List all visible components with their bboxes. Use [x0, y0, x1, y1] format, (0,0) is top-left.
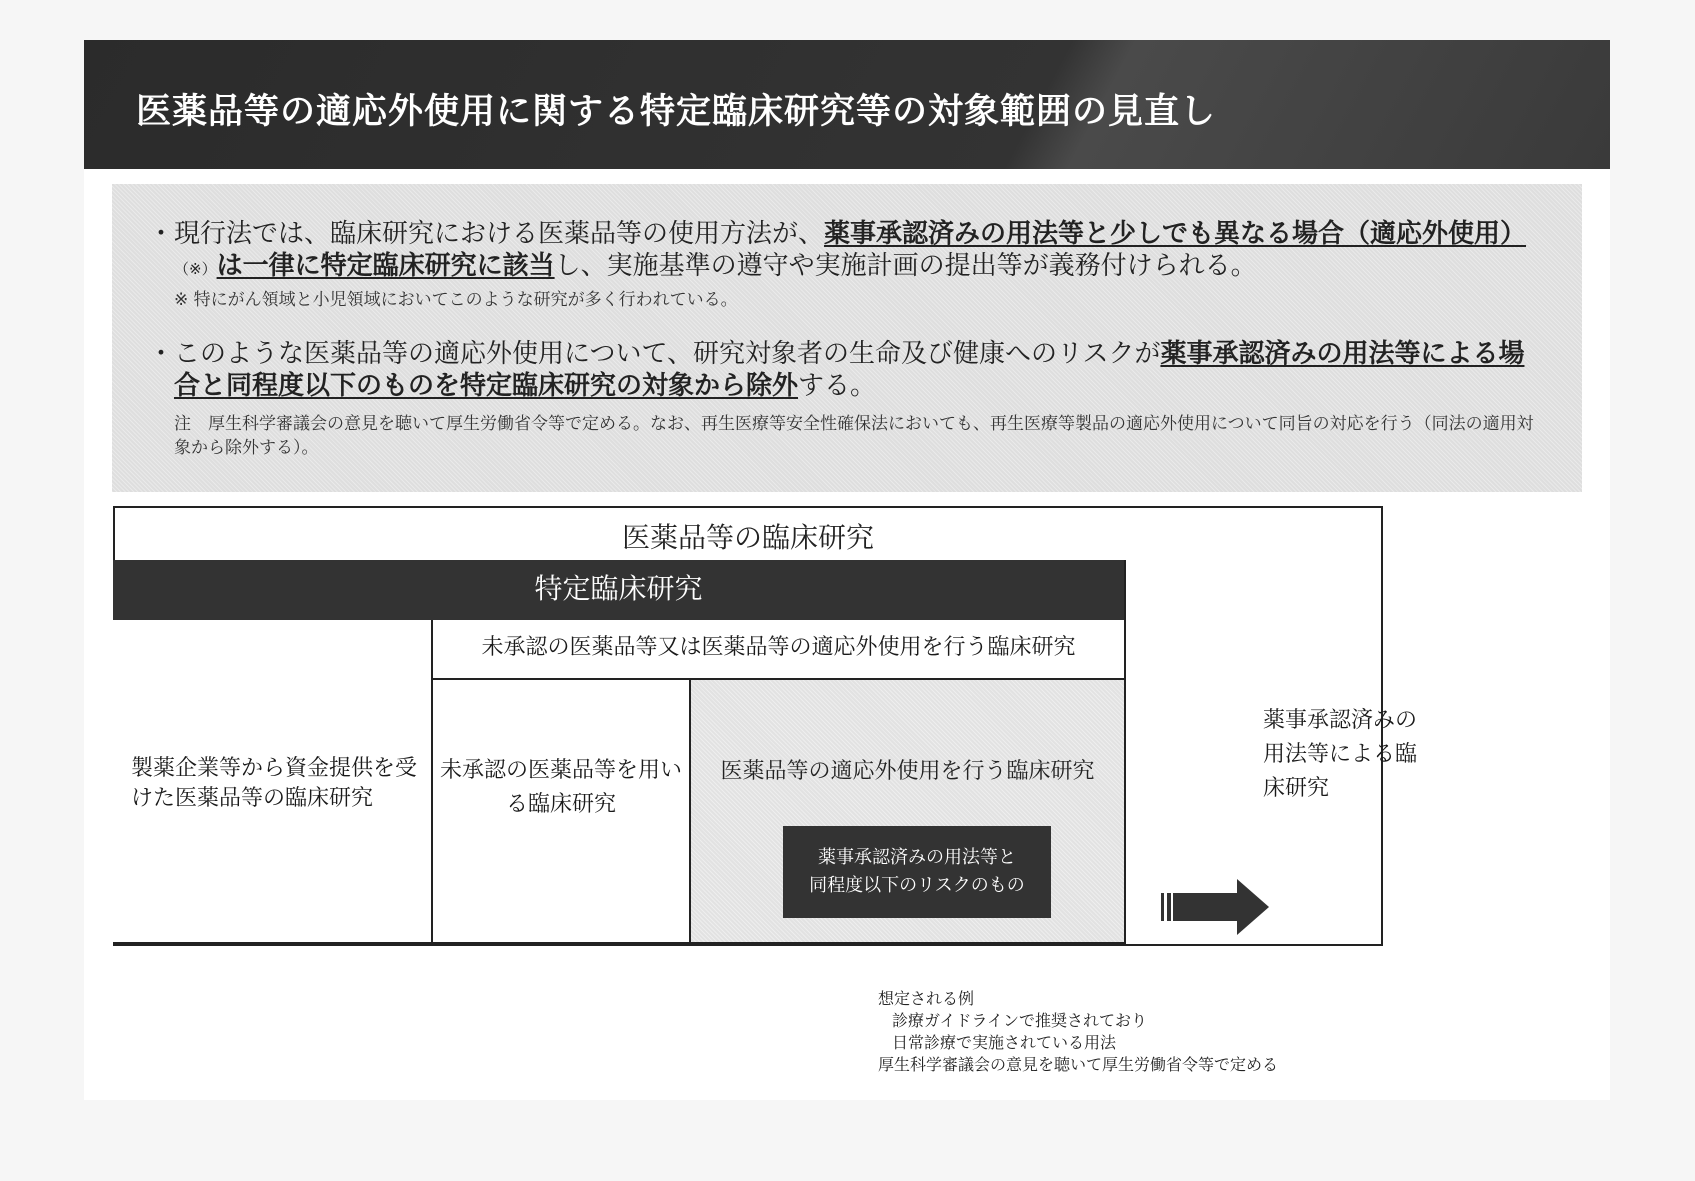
summary-panel [112, 184, 1582, 492]
low-risk-box [783, 826, 1051, 918]
examples-note [878, 988, 1278, 1076]
low-risk-line-2: 同程度以下のリスクのもの [809, 875, 1025, 896]
bullet1-ref: （※） [174, 260, 217, 278]
clinical-research-title: 医薬品等の臨床研究 [621, 521, 874, 554]
bullet-icon: ・ [148, 339, 175, 369]
unapproved-or-offlabel-header: 未承認の医薬品等又は医薬品等の適応外使用を行う臨床研究 [433, 620, 1124, 680]
low-risk-line-1: 薬事承認済みの用法等と [817, 847, 1016, 868]
bullet-text-2 [174, 338, 1544, 402]
bullet2-pre: このような医薬品等の適応外使用について、研究対象者の生命及び健康へのリスクが [174, 339, 1161, 369]
offlabel-research-text: 医薬品等の適応外使用を行う臨床研究 [720, 759, 1095, 784]
bullet1-emphasis-2: は一律に特定臨床研究に該当 [216, 251, 555, 281]
example-line-3: 厚生科学審議会の意見を聴いて厚生労働省令等で定める [878, 1055, 1279, 1074]
bullet-text-1 [174, 218, 1544, 285]
unapproved-drug-research-cell [433, 680, 691, 942]
approved-usage-research: 薬事承認済みの用法等による臨床研究 [1263, 708, 1418, 801]
note-2: 注 厚生科学審議会の意見を聴いて厚生労働省令等で定める。なお、再生医療等安全性確保法においても、再生医療等製品の適応外使用について同旨の対応を行う（同法の適用対象から除外する）。 [174, 414, 1534, 458]
specified-clinical-research-box [113, 560, 1126, 944]
bullet1-post: し、実施基準の遵守や実施計画の提出等が義務付けられる。 [554, 251, 1257, 281]
bullet-icon: ・ [148, 219, 175, 249]
funded-research-cell [113, 620, 433, 942]
right-arrow-icon [1161, 879, 1269, 935]
bullet2-emphasis: 薬事承認済みの用法等による場合と同程度以下のものを特定臨床研究の対象から除外 [174, 339, 1525, 401]
unapproved-drug-research-text: 未承認の医薬品等を用いる臨床研究 [439, 758, 682, 817]
note-1: ※ 特にがん領域と小児領域においてこのような研究が多く行われている。 [174, 290, 738, 310]
specified-clinical-research-title: 特定臨床研究 [113, 560, 1124, 620]
title-bar [84, 40, 1610, 169]
bullet1-pre: 現行法では、臨床研究における医薬品等の使用方法が、 [174, 219, 825, 249]
bullet2-post: する。 [798, 371, 877, 401]
page-title: 医薬品等の適応外使用に関する特定臨床研究等の対象範囲の見直し [136, 92, 1217, 132]
examples-label: 想定される例 [878, 989, 975, 1008]
example-line-1: 診療ガイドラインで推奨されており [892, 1011, 1148, 1030]
example-line-2: 日常診療で実施されている用法 [892, 1033, 1117, 1052]
bullet1-emphasis-1: 薬事承認済みの用法等と少しでも異なる場合（適応外使用） [824, 219, 1527, 249]
funded-research-text: 製薬企業等から資金提供を受けた医薬品等の臨床研究 [131, 756, 418, 811]
offlabel-research-cell [691, 680, 1124, 942]
